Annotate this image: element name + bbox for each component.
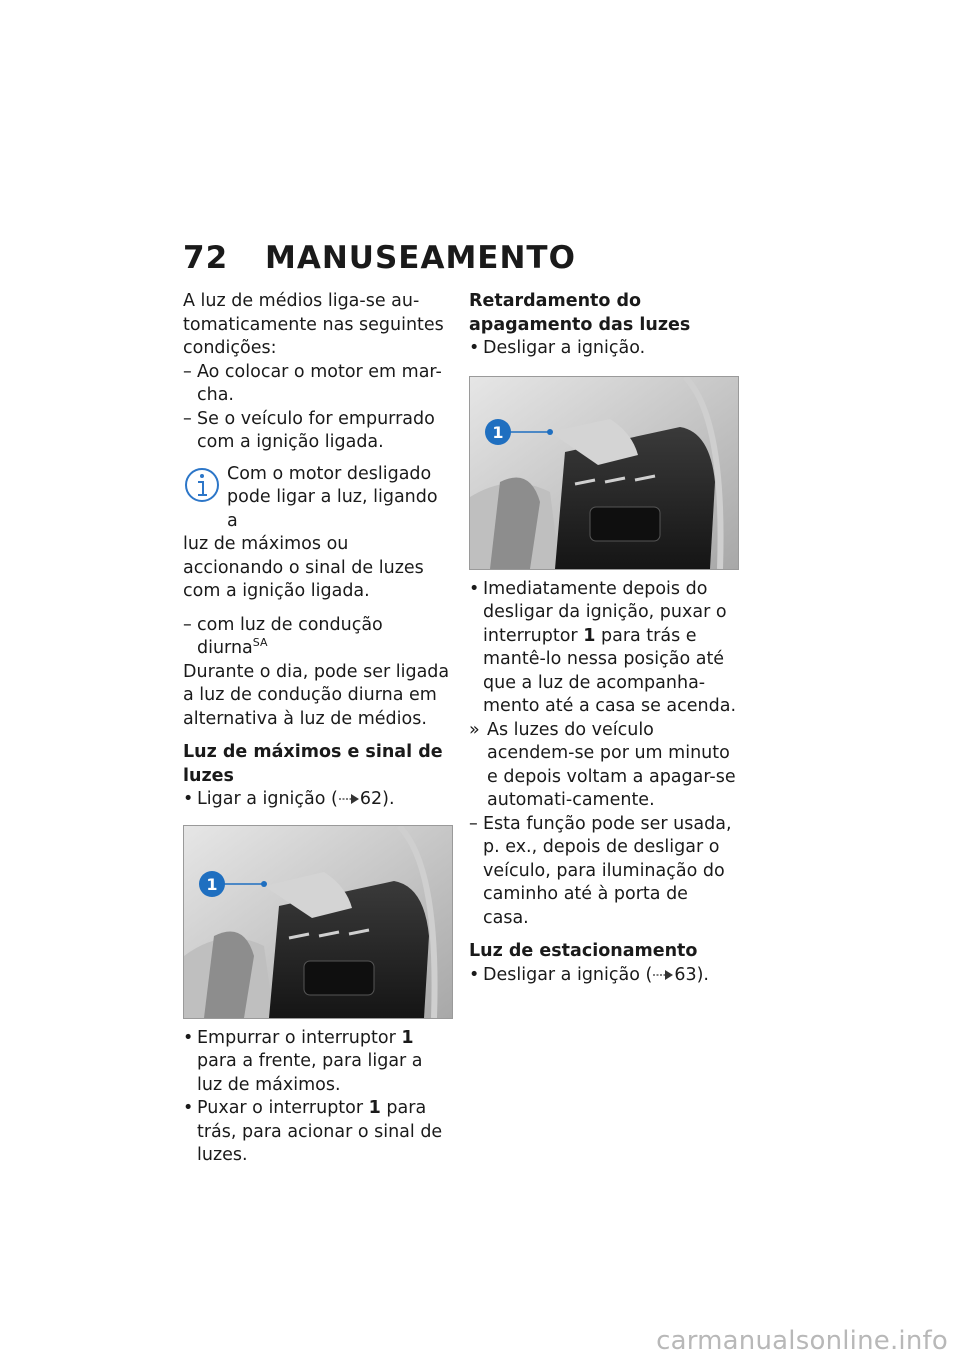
condition-item: – Se o veículo for empurrado com a ignição ligada. [183, 408, 435, 452]
figure-callout-label: 1 [492, 422, 504, 442]
info-text: luz de máximos ou accionando o sinal de luzes com a ignição ligada. [183, 534, 424, 601]
page-reference-arrow-icon [338, 793, 360, 805]
bullet-item: • Puxar o interruptor 1 para trás, para acionar o sinal de luzes. [183, 1098, 443, 1165]
optional-equipment-mark: SA [252, 636, 268, 650]
section-heading: Luz de máximos e sinal de luzes [183, 742, 443, 786]
page-number: 72 [183, 240, 229, 276]
drl-description: Durante o dia, pode ser ligada a luz de condução diurna em alternativa à luz de médios. [183, 661, 450, 729]
page-reference-arrow-icon [652, 969, 674, 981]
figure-delayed-lights-switch [469, 376, 739, 570]
info-icon [183, 465, 221, 505]
step-item: • Desligar a ignição ( 63). [469, 964, 709, 985]
result-item: » As luzes do veículo acendem-se por um minuto e depois voltam a apagar-se automati-camente. [469, 719, 736, 810]
note-item: – Esta função pode ser usada, p. ex., depois de desligar o veículo, para iluminação do caminho até à porta de casa. [469, 813, 732, 928]
info-note [183, 463, 451, 604]
section-heading: Luz de estacionamento [469, 941, 698, 961]
condition-item: – Ao colocar o motor em mar-cha. [183, 361, 442, 405]
intro-paragraph: A luz de médios liga-se au-tomaticamente nas seguintes condições: [183, 291, 444, 358]
info-line: pode ligar a luz, ligando a [227, 487, 438, 531]
bullet-item: • Imediatamente depois do desligar da ignição, puxar o interruptor 1 para trás e mantê-lo nessa posição até que a luz de acompanha-mento até a casa se acenda. [469, 578, 737, 716]
figure-high-beam-switch [183, 825, 453, 1019]
bullet-item: • Empurrar o interruptor 1 para a frente, para ligar a luz de máximos. [183, 1027, 423, 1095]
info-line: Com o motor desligado [227, 463, 432, 484]
right-column [469, 290, 739, 987]
drl-item: – com luz de condução diurna$^{SA}$ [183, 614, 383, 658]
figure-callout-label: 1 [206, 874, 218, 894]
watermark: carmanualsonline.info [656, 1326, 948, 1356]
page-header [183, 240, 743, 276]
page-title: MANUSEAMENTO [265, 240, 576, 276]
section-heading: Retardamento do apagamento das luzes [469, 291, 691, 335]
step-item: • Desligar a ignição. [469, 338, 646, 358]
step-item: • Ligar a ignição ( 62). [183, 789, 395, 809]
left-column [183, 290, 451, 1168]
